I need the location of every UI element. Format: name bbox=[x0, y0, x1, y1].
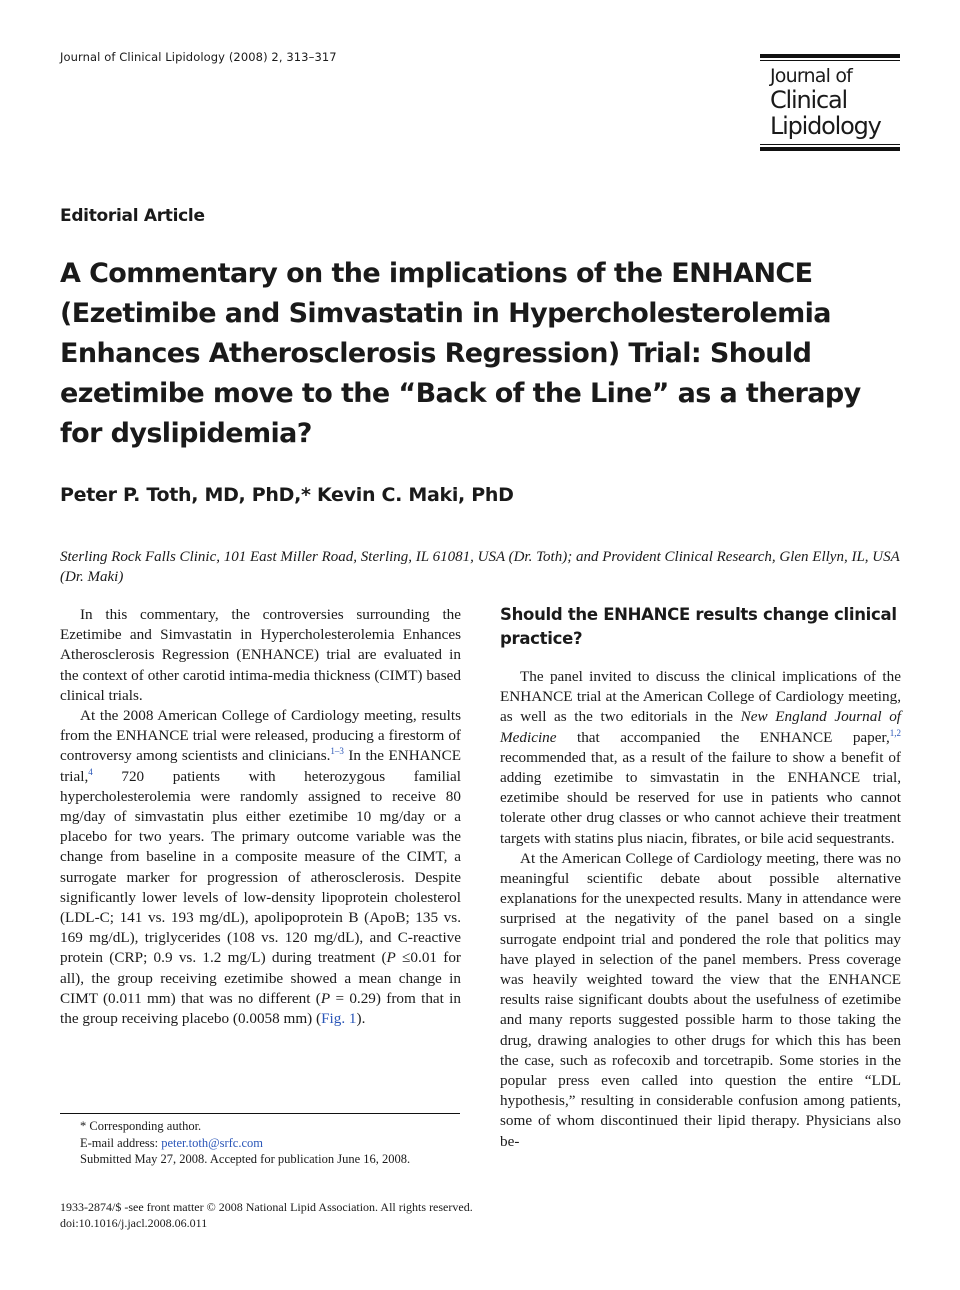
right-column bbox=[500, 667, 901, 1152]
article-title: A Commentary on the implications of the ENHANCE (Ezetimibe and Simvastatin in Hypercholesterolemia Enhances Atherosclerosis Regression) Trial: Should ezetimibe move to the “Back of the Line” as a therapy for dyslipidemia? bbox=[60, 258, 861, 449]
right-paragraph-2: At the American College of Cardiology meeting, there was no meaningful scientific debate about possible alternative explanations for the unexpected results. Many in attendance were surprised at the negativity of the panel based on a single surrogate endpoint trial and pondered the role that politics may have played in selection of the panel members. Press coverage was heavily weighted toward the view that the ENHANCE results raise significant doubts about the usefulness of ezetimibe and many reports suggested possible harm to those taking the drug, drawing analogies to other drugs for which this has been the case, such as rofecoxib and torcetrapib. Some stories in the popular press even called into question the entire “LDL hypothesis,” resulting in considerable confusion among patients, some of whom discontinued their lipid therapy. Physicians also be- bbox=[500, 849, 901, 1150]
email-line: E-mail address: peter.toth@srfc.com bbox=[80, 1135, 263, 1150]
right-paragraph-1: The panel invited to discuss the clinical implications of the ENHANCE trial at the American College of Cardiology meeting, as well as the two editorials in the New England Journal of Medicine that accompanied the ENHANCE paper,$^{1,2}$ recommended that, as a result of the failure to show a benefit of adding ezetimibe to simvastatin in the ENHANCE trial, ezetimibe should be reserved for use in patients who cannot tolerate other drug classes or who cannot achieve their treatment targets with statins plus niacin, fibrates, or bile acid sequestrants. bbox=[500, 668, 902, 847]
authors: Peter P. Toth, MD, PhD,* Kevin C. Maki, PhD bbox=[60, 484, 514, 506]
section-heading: Should the ENHANCE results change clinical practice? bbox=[500, 605, 897, 648]
logo-bottom-rule bbox=[760, 144, 900, 151]
logo-line-1: Journal of bbox=[770, 65, 853, 87]
doi: doi:10.1016/j.jacl.2008.06.011 bbox=[60, 1216, 208, 1230]
affiliation: Sterling Rock Falls Clinic, 101 East Miller Road, Sterling, IL 61081, USA (Dr. Toth); and Provident Clinical Research, Glen Ellyn, IL, USA (Dr. Maki) bbox=[60, 549, 900, 585]
left-paragraph-2: At the 2008 American College of Cardiology meeting, results from the ENHANCE trial were released, producing a firestorm of controversy among scientists and clinicians.$^{1-3}$ In the ENHANCE trial,$^4$ 720 patients with heterozygous familial hypercholesterolemia were randomly assigned to receive 80 mg/day of simvastatin plus either ezetimibe 10 mg/day or a placebo for two years. The primary outcome variable was the change from baseline in a composite measure of the CIMT, a surrogate marker for progression of atherosclerosis. Despite significantly lower levels of low-density lipoprotein cholesterol (LDL-C; 141 vs. 193 mg/dL), apolipoprotein B (ApoB; 135 vs. 169 mg/dL), triglycerides (108 vs. 120 mg/dL), and C-reactive protein (CRP; 0.9 vs. 1.2 mg/L) during treatment (P ≤0.01 for all), the group receiving ezetimibe showed a mean change in CIMT (0.011 mm) that was no different (P = 0.29) from that in the group receiving placebo (0.0058 mm) (Fig. 1). bbox=[60, 707, 462, 1028]
reference-link[interactable]: 4 bbox=[88, 766, 93, 777]
footnote-divider bbox=[60, 1113, 460, 1114]
left-column bbox=[60, 605, 461, 1029]
submission-dates: Submitted May 27, 2008. Accepted for publication June 16, 2008. bbox=[80, 1152, 411, 1166]
reference-link[interactable]: 1–3 bbox=[330, 746, 344, 757]
corresponding-author-note: * Corresponding author. bbox=[80, 1119, 202, 1133]
journal-logo bbox=[760, 54, 900, 151]
logo-line-2: Clinical bbox=[770, 86, 847, 114]
article-type: Editorial Article bbox=[60, 206, 205, 226]
reference-link[interactable]: 1,2 bbox=[889, 727, 901, 738]
journal-citation: Journal of Clinical Lipidology (2008) 2, 313–317 bbox=[60, 50, 337, 64]
issn-copyright: 1933-2874/$ -see front matter © 2008 National Lipid Association. All rights reserved. bbox=[60, 1200, 473, 1214]
left-paragraph-1: In this commentary, the controversies surrounding the Ezetimibe and Simvastatin in Hypercholesterolemia Enhances Atherosclerosis Regression (ENHANCE) trial are evaluated in the context of other carotid intima-media thickness (CIMT) based clinical trials. bbox=[60, 606, 461, 704]
email-link[interactable]: peter.toth@srfc.com bbox=[161, 1135, 263, 1150]
logo-top-rule bbox=[760, 54, 900, 61]
figure-link[interactable]: Fig. 1 bbox=[321, 1010, 357, 1028]
publication-info bbox=[60, 1199, 473, 1231]
footnotes bbox=[80, 1118, 470, 1168]
logo-line-3: Lipidology bbox=[770, 112, 881, 140]
